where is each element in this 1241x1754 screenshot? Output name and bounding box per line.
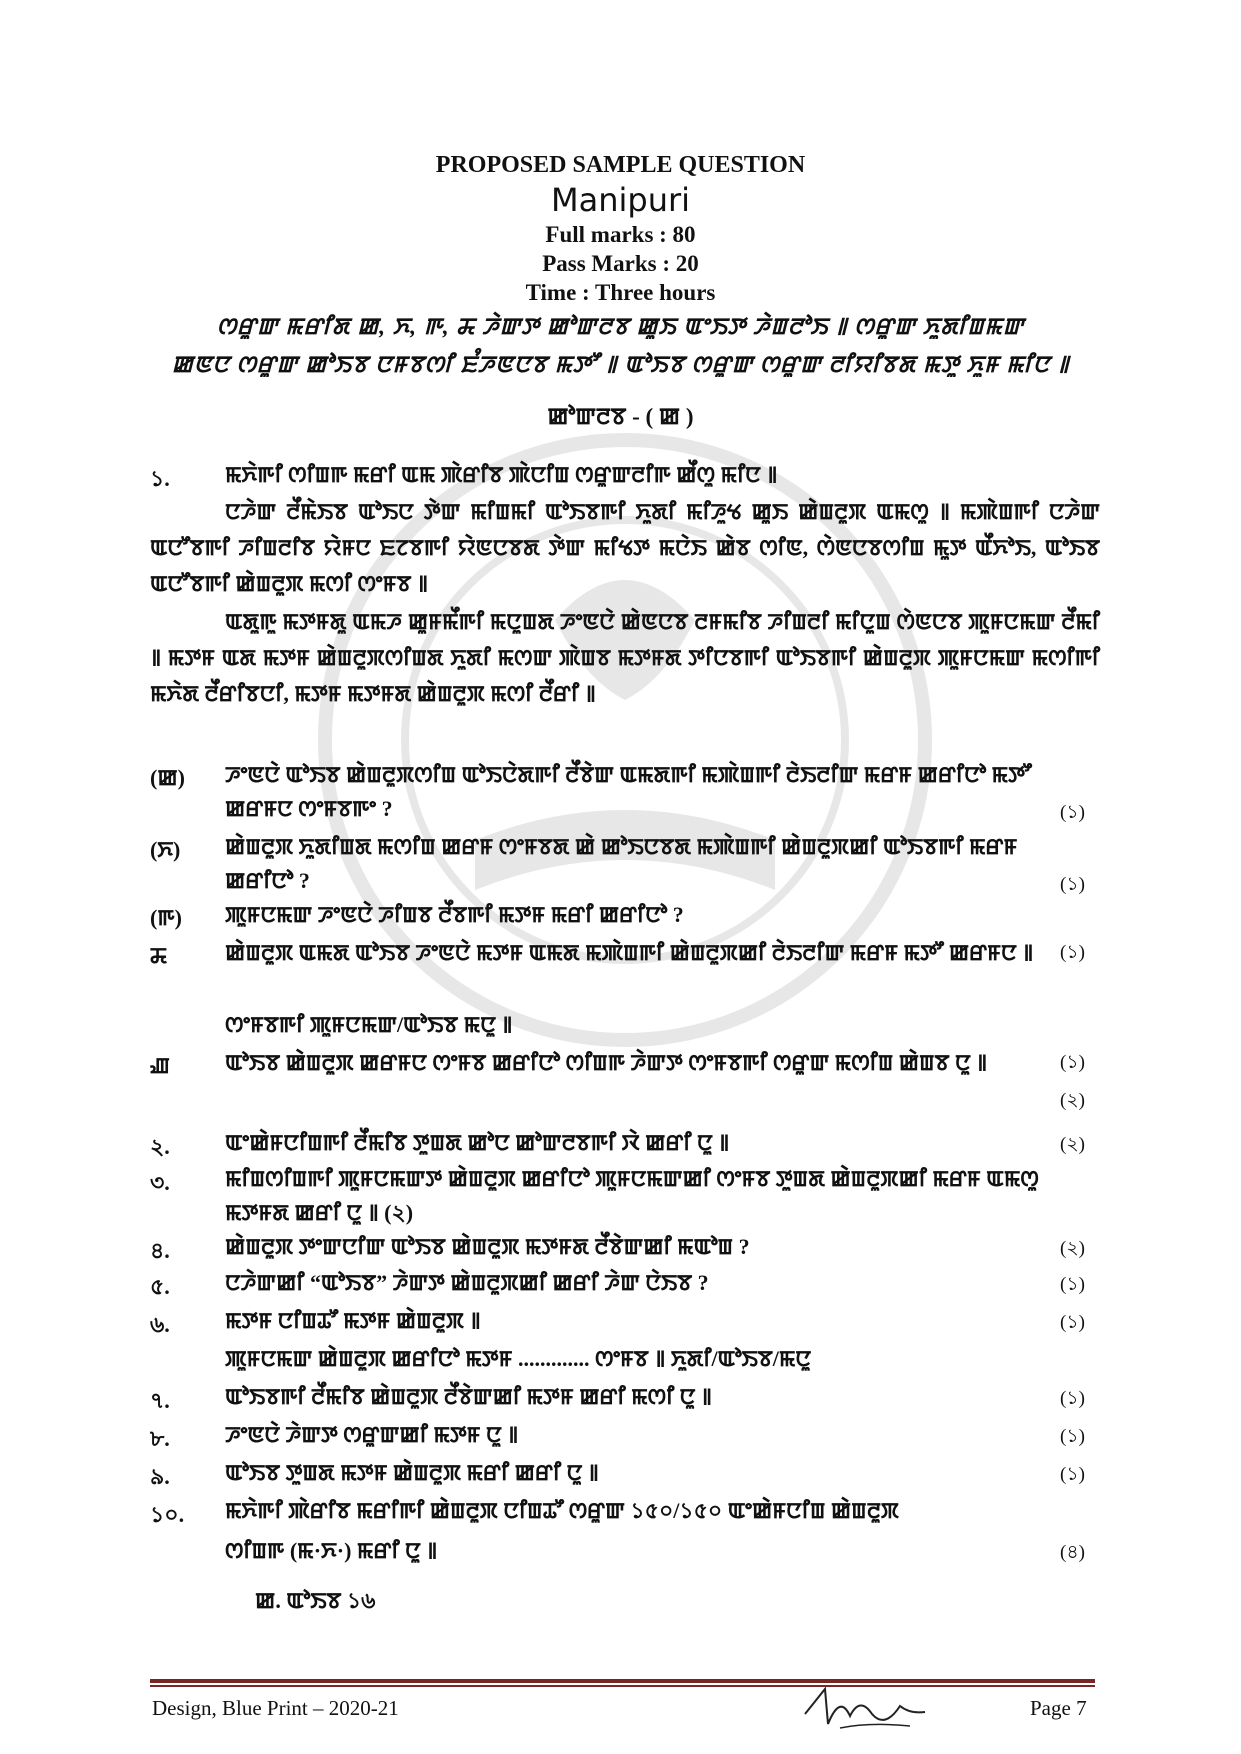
- question-number: ৭.: [150, 1388, 170, 1413]
- document-header: [0, 150, 1241, 307]
- marks-label: (২): [1060, 1238, 1086, 1259]
- sub-question-label: (ꯀ): [150, 765, 185, 790]
- question-text: ꯑꯣꯏꯕ ꯇꯨꯡꯗ ꯃꯇꯝ ꯀꯥꯡꯂꯨꯞ ꯃꯔꯤ ꯀꯔꯤ ꯅꯨ ꯫: [225, 1460, 599, 1485]
- instruction-line-2: ꯀꯟꯅ ꯁꯔꯨꯛ ꯀꯣꯏꯕ ꯅꯝꯕꯁꯤ ꯐꯪꯍꯟꯅꯕ ꯃꯇꯧ ꯫ ꯑꯣꯏꯕ ꯁꯔꯨꯛ ꯁꯔꯨꯛ ꯂꯤꯌꯤꯕꯗ ꯃꯇꯨ ꯈꯨꯝ ꯃꯤꯅ ꯫: [171, 352, 1070, 377]
- footer-rule: [150, 1679, 1095, 1683]
- question-text: ꯃꯈꯥꯒꯤ ꯄꯥꯔꯤꯕ ꯃꯔꯤꯒꯤ ꯀꯥꯡꯂꯨꯞ ꯅꯤꯡꯊꯧ ꯁꯔꯨꯛ ১৫০/১৫০ ꯑꯦꯀꯥꯝꯅꯤꯡ ꯀꯥꯡꯂꯨꯞ: [225, 1498, 899, 1523]
- marks-label: (১): [1060, 1274, 1085, 1295]
- sub-question-label: ꯉ: [150, 1053, 170, 1078]
- instructions: [60, 308, 1181, 384]
- marks-label: (১): [1060, 942, 1085, 963]
- marks-label: (১): [1060, 1388, 1085, 1409]
- sub-question-text: ꯄꯨꯝꯅꯃꯛ ꯍꯦꯟꯅꯥ ꯍꯤꯡꯕ ꯂꯩꯕꯒꯤ ꯃꯇꯝ ꯃꯔꯤ ꯀꯔꯤꯅꯣ ?: [225, 902, 684, 927]
- closing-note: ꯀ. ꯑꯣꯏꯕ ১৬: [255, 1588, 376, 1613]
- marks-label: (১): [1060, 1426, 1085, 1447]
- question-text: ꯑꯣꯏꯕꯒꯤ ꯂꯩꯃꯤꯕ ꯀꯥꯡꯂꯨꯞ ꯂꯩꯕꯥꯛꯀꯤ ꯃꯇꯝ ꯀꯔꯤ ꯃꯁꯤ ꯅꯨ ꯫: [225, 1384, 712, 1409]
- marks-label: (১): [1060, 874, 1085, 895]
- question-text: ꯍꯦꯟꯅꯥ ꯍꯥꯛꯇ ꯁꯔꯨꯛꯀꯤ ꯃꯇꯝ ꯅꯨ ꯫: [225, 1422, 519, 1447]
- question-number: ৬.: [150, 1312, 170, 1337]
- subject-name: Manipuri: [550, 181, 691, 219]
- question-text: ꯀꯥꯡꯂꯨꯞ ꯇꯦꯛꯅꯤꯛ ꯑꯣꯏꯕ ꯀꯥꯡꯂꯨꯞ ꯃꯇꯝꯗ ꯂꯩꯕꯥꯛꯀꯤ ꯃꯑꯣꯡ ?: [225, 1234, 750, 1259]
- question-number: ৩.: [150, 1170, 170, 1195]
- marks-label: (১): [1060, 1052, 1085, 1073]
- question-number: ৫.: [150, 1274, 170, 1299]
- pass-marks: Pass Marks : 20: [542, 251, 699, 276]
- question-number: ১.: [150, 466, 170, 491]
- document-title: PROPOSED SAMPLE QUESTION: [435, 152, 806, 178]
- question-number: ৪.: [150, 1238, 170, 1263]
- passage-paragraph-2: ꯑꯗꯨꯒꯨ ꯃꯇꯝꯗꯨ ꯑꯃꯍ ꯀꯨꯝꯃꯩꯒꯤ ꯃꯅꯨꯡꯗ ꯍꯦꯟꯅꯥ ꯀꯥꯟꯅꯕ ꯂꯝꯃꯤꯕ ꯍꯤꯡꯂꯤ ꯃꯤꯅꯨꯡ ꯁꯥꯟꯅꯕ ꯄꯨꯝꯅꯃꯛ ꯂꯩꯃꯤ ꯫ ꯃꯇꯝ ꯑꯗ ꯃꯇꯝ ꯀꯥꯡꯂꯨꯞꯁꯤꯡꯗ ꯈꯨꯗꯤ ꯃꯁꯛ ꯄꯥꯡꯕ ꯃꯇꯝꯗ ꯇꯤꯅꯕꯒꯤ ꯑꯣꯏꯕꯒꯤ ꯀꯥꯡꯂꯨꯞ ꯄꯨꯝꯅꯃꯛ ꯃꯁꯤꯒꯤ ꯃꯈꯥꯗ ꯂꯩꯔꯤꯕꯅꯤ, ꯃꯇꯝ ꯃꯇꯝꯗ ꯀꯥꯡꯂꯨꯞ ꯃꯁꯤ ꯂꯩꯔꯤ ꯫: [150, 609, 1100, 706]
- full-marks: Full marks : 80: [545, 222, 696, 247]
- question-number: ১০.: [150, 1502, 185, 1527]
- question-text: ꯄꯨꯝꯅꯃꯛ ꯀꯥꯡꯂꯨꯞ ꯀꯔꯤꯅꯣ ꯃꯇꯝ ............. ꯁꯦꯝꯕ ꯫ ꯈꯨꯗꯤ/ꯑꯣꯏꯕ/ꯃꯅꯨ: [225, 1346, 811, 1371]
- sub-question-text: ꯁꯦꯝꯕꯒꯤ ꯄꯨꯝꯅꯃꯛ/ꯑꯣꯏꯕ ꯃꯅꯨ ꯫: [225, 1012, 513, 1037]
- footer-design-label: Design, Blue Print – 2020-21: [152, 1696, 399, 1720]
- question-text: ꯃꯇꯝ ꯅꯤꯡꯊꯧ ꯃꯇꯝ ꯀꯥꯡꯂꯨꯞ ꯫: [225, 1308, 481, 1333]
- page-number: Page 7: [1030, 1696, 1087, 1720]
- question-text: ꯃꯤꯡꯁꯤꯡꯒꯤ ꯄꯨꯝꯅꯃꯛꯇ ꯀꯥꯡꯂꯨꯞ ꯀꯔꯤꯅꯣ ꯄꯨꯝꯅꯃꯛꯀꯤ ꯁꯦꯝꯕ ꯇꯨꯡꯗ ꯀꯥꯡꯂꯨꯞꯀꯤ ꯃꯔꯝ ꯑꯃꯁꯨ ꯃꯇꯝꯗ ꯀꯔꯤ ꯅꯨ ꯫ (২): [225, 1166, 1039, 1225]
- marks-label: (১): [1060, 1312, 1085, 1333]
- section-heading: ꯀꯣꯛꯂꯕ - ( ꯀ ): [547, 404, 694, 429]
- marks-label: (২): [1060, 1134, 1086, 1155]
- sub-question-label: (ꯈ): [150, 837, 181, 862]
- instruction-line-1: ꯁꯔꯨꯛ ꯃꯔꯤꯗ ꯀ, ꯈ, ꯒ, ꯘ ꯍꯥꯛꯇ ꯀꯣꯛꯂꯕ ꯀꯨꯏ ꯑꯦꯏꯇ ꯍꯥꯡꯂꯣꯏ ꯫ ꯁꯔꯨꯛ ꯈꯨꯗꯤꯡꯃꯛ: [216, 314, 1025, 339]
- question-prompt: ꯃꯈꯥꯒꯤ ꯁꯤꯡꯒ ꯃꯔꯤ ꯑꯃ ꯄꯥꯔꯤꯕ ꯄꯥꯅꯤꯡ ꯁꯔꯨꯛꯂꯤꯒ ꯀꯩꯁꯨ ꯃꯤꯅ ꯫: [225, 462, 778, 487]
- marks-label: (৪): [1060, 1542, 1085, 1563]
- passage-paragraph-1: ꯅꯍꯥꯛ ꯂꯩꯃꯥꯏꯕ ꯑꯣꯏꯅ ꯇꯥꯛ ꯃꯤꯡꯃꯤ ꯑꯣꯏꯕꯒꯤ ꯈꯨꯗꯤ ꯃꯤꯍꯨꯠ ꯀꯨꯏ ꯀꯥꯡꯂꯨꯞ ꯑꯃꯁꯨ ꯫ ꯃꯄꯥꯡꯒꯤ ꯅꯍꯥꯛ ꯑꯅꯧꯕꯒꯤ ꯍꯤꯡꯂꯤꯕ ꯌꯥꯝꯅ ꯐꯖꯕꯒꯤ ꯌꯥꯟꯅꯕꯗ ꯇꯥꯛ ꯃꯤꯠꯇ ꯃꯅꯥꯏ ꯀꯥꯕ ꯁꯤꯟ, ꯁꯥꯟꯅꯕꯁꯤꯡ ꯃꯨꯇ ꯑꯩꯈꯣꯏ, ꯑꯣꯏꯕ ꯑꯅꯧꯕꯒꯤ ꯀꯥꯡꯂꯨꯞ ꯃꯁꯤ ꯁꯦꯝꯕ ꯫: [150, 499, 1100, 596]
- sub-question-text: ꯀꯥꯡꯂꯨꯞ ꯈꯨꯗꯤꯡꯗ ꯃꯁꯤꯡ ꯀꯔꯝ ꯁꯦꯝꯕꯗ ꯀꯥ ꯀꯣꯏꯅꯕꯗ ꯃꯄꯥꯡꯒꯤ ꯀꯥꯡꯂꯨꯞꯀꯤ ꯑꯣꯏꯕꯒꯤ ꯃꯔꯝ ꯀꯔꯤꯅꯣ ?: [225, 834, 1018, 893]
- sub-question-label: (ꯒ): [150, 905, 182, 930]
- footer-rule-thin: [150, 1685, 1095, 1687]
- question-text: ꯑꯦꯀꯥꯝꯅꯤꯡꯒꯤ ꯂꯩꯃꯤꯕ ꯇꯨꯡꯗ ꯀꯣꯅ ꯀꯣꯛꯂꯕꯒꯤ ꯋꯥ ꯀꯔꯤ ꯅꯨ ꯫: [225, 1130, 730, 1155]
- sub-question-text: ꯀꯥꯡꯂꯨꯞ ꯑꯃꯗ ꯑꯣꯏꯕ ꯍꯦꯟꯅꯥ ꯃꯇꯝ ꯑꯃꯗ ꯃꯄꯥꯡꯒꯤ ꯀꯥꯡꯂꯨꯞꯀꯤ ꯂꯥꯏꯂꯤꯛ ꯃꯔꯝ ꯃꯇꯧ ꯀꯔꯝꯅ ꯫: [225, 940, 1034, 965]
- marks-label: (২): [1060, 1090, 1086, 1111]
- question-number: ৮.: [150, 1426, 170, 1451]
- sub-question-text: ꯑꯣꯏꯕ ꯀꯥꯡꯂꯨꯞ ꯀꯔꯝꯅ ꯁꯦꯝꯕ ꯀꯔꯤꯅꯣ ꯁꯤꯡꯒ ꯍꯥꯛꯇ ꯁꯦꯝꯕꯒꯤ ꯁꯔꯨꯛ ꯃꯁꯤꯡ ꯀꯥꯡꯕ ꯅꯨ ꯫: [225, 1050, 988, 1075]
- marks-label: (১): [1060, 1464, 1085, 1485]
- sub-question-label: ꯘ: [150, 943, 168, 968]
- signature: [800, 1684, 930, 1734]
- question-number: ৯.: [150, 1464, 170, 1489]
- question-text: ꯅꯍꯥꯛꯀꯤ “ꯑꯣꯏꯕ” ꯍꯥꯛꯇ ꯀꯥꯡꯂꯨꯞꯀꯤ ꯀꯔꯤ ꯍꯥꯛ ꯅꯥꯏꯕ ?: [225, 1270, 709, 1295]
- question-text: ꯁꯤꯡꯒ (ꯃ·ꯈ·) ꯃꯔꯤ ꯅꯨ ꯫: [225, 1538, 438, 1563]
- time-allowed: Time : Three hours: [525, 280, 716, 305]
- marks-label: (১): [1060, 802, 1085, 823]
- sub-question-text: ꯍꯦꯟꯅꯥ ꯑꯣꯏꯕ ꯀꯥꯡꯂꯨꯞꯁꯤꯡ ꯑꯣꯏꯅꯥꯗꯒꯤ ꯂꯩꯕꯥꯛ ꯑꯃꯗꯒꯤ ꯃꯄꯥꯡꯒꯤ ꯂꯥꯏꯂꯤꯛ ꯃꯔꯝ ꯀꯔꯤꯅꯣ ꯃꯇꯧ ꯀꯔꯝꯅ ꯁꯦꯝꯕꯒꯦ ?: [225, 762, 1032, 821]
- question-number: ২.: [150, 1134, 170, 1159]
